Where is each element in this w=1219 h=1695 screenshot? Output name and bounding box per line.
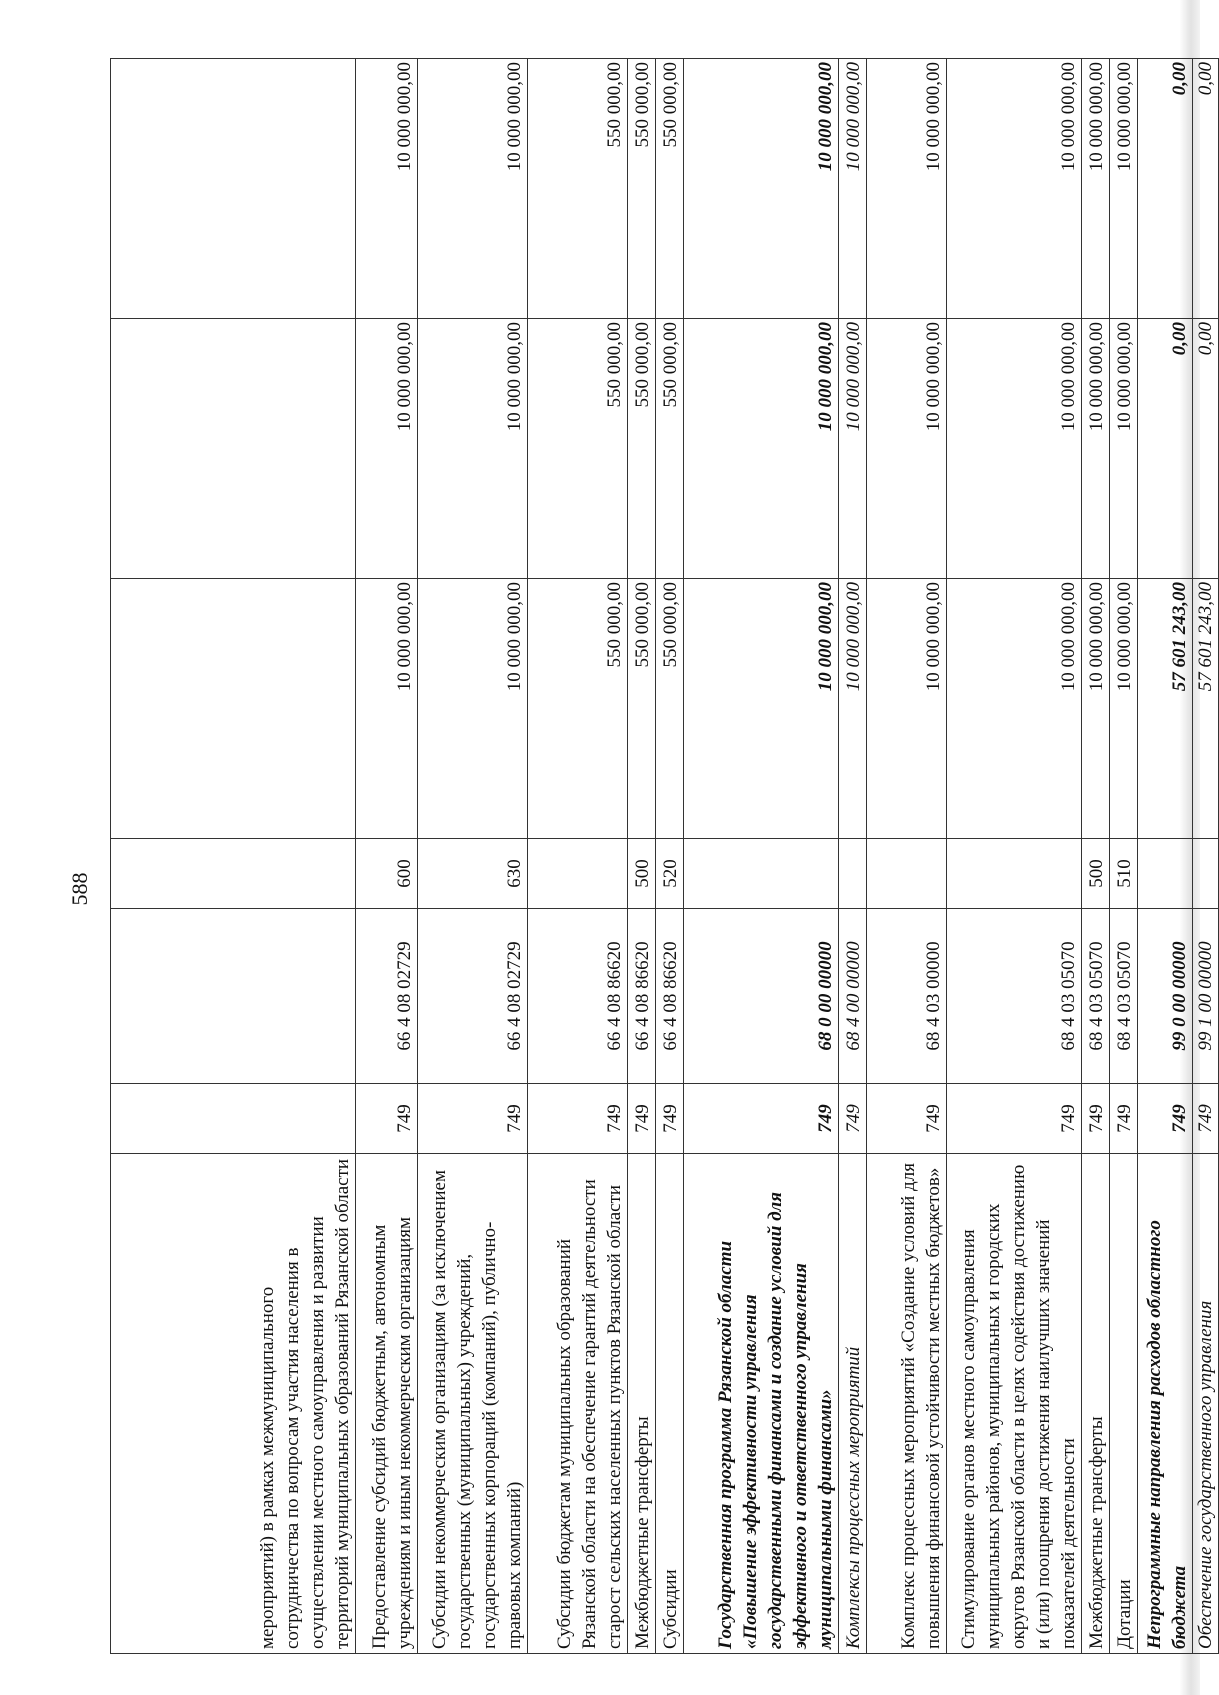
sum-year1-cell (111, 579, 356, 839)
target-article-cell: 68 0 00 00000 (684, 909, 839, 1084)
target-article-cell: 66 4 08 86620 (628, 909, 656, 1084)
sum-year1-cell: 550 000,00 (528, 579, 628, 839)
row-name-cell: Межбюджетные трансферты (628, 1154, 656, 1654)
sum-year2-cell (111, 319, 356, 579)
table-row (1138, 59, 1193, 1654)
sum-year2-cell: 550 000,00 (656, 319, 684, 579)
expense-type-cell (867, 839, 947, 909)
sum-year3-cell: 550 000,00 (528, 59, 628, 319)
expense-type-cell (684, 839, 839, 909)
sum-year2-cell: 10 000 000,00 (418, 319, 528, 579)
row-name-cell: Комплексы процессных мероприятий (839, 1154, 867, 1654)
sum-year2-cell: 0,00 (1193, 319, 1219, 579)
table-row (418, 59, 528, 1654)
budget-table (110, 58, 1219, 1654)
sum-year2-cell: 10 000 000,00 (1082, 319, 1110, 579)
sum-year2-cell: 10 000 000,00 (867, 319, 947, 579)
ministry-code-cell: 749 (418, 1084, 528, 1154)
table-row (1110, 59, 1138, 1654)
row-name-cell: Комплекс процессных мероприятий «Создание условий для повышения финансовой устойчивости местных бюджетов» (867, 1154, 947, 1654)
target-article-cell (111, 909, 356, 1084)
ministry-code-cell: 749 (839, 1084, 867, 1154)
row-name-cell: Обеспечение государственного управления (1193, 1154, 1219, 1654)
table-row (839, 59, 867, 1654)
target-article-cell: 68 4 00 00000 (839, 909, 867, 1084)
table-row (1082, 59, 1110, 1654)
table-row (947, 59, 1082, 1654)
table-row (656, 59, 684, 1654)
expense-type-cell: 500 (1082, 839, 1110, 909)
page-number: 588 (67, 872, 92, 906)
sum-year1-cell: 10 000 000,00 (1082, 579, 1110, 839)
row-name-cell: Субсидии бюджетам муниципальных образований Рязанской области на обеспечение гарантий деятельности старост сельских населенных пунктов Рязанской области (528, 1154, 628, 1654)
ministry-code-cell: 749 (1110, 1084, 1138, 1154)
sum-year3-cell: 10 000 000,00 (1110, 59, 1138, 319)
ministry-code-cell: 749 (867, 1084, 947, 1154)
expense-type-cell (839, 839, 867, 909)
target-article-cell: 68 4 03 05070 (1110, 909, 1138, 1084)
sum-year3-cell: 10 000 000,00 (684, 59, 839, 319)
row-name-cell: Межбюджетные трансферты (1082, 1154, 1110, 1654)
row-name-cell: мероприятий) в рамках межмуниципального сотрудничества по вопросам участия населения в осуществлении местного самоуправления и развитии территорий муниципальных образований Рязанской области (111, 1154, 356, 1654)
target-article-cell: 99 1 00 00000 (1193, 909, 1219, 1084)
budget-table-body (111, 59, 1219, 1654)
sum-year3-cell: 550 000,00 (656, 59, 684, 319)
expense-type-cell: 500 (628, 839, 656, 909)
sum-year3-cell: 0,00 (1193, 59, 1219, 319)
sum-year1-cell: 10 000 000,00 (418, 579, 528, 839)
sum-year1-cell: 10 000 000,00 (1110, 579, 1138, 839)
rotated-budget-table-sheet (110, 59, 1216, 1654)
expense-type-cell (947, 839, 1082, 909)
sum-year3-cell (111, 59, 356, 319)
sum-year2-cell: 550 000,00 (628, 319, 656, 579)
ministry-code-cell: 749 (528, 1084, 628, 1154)
ministry-code-cell (111, 1084, 356, 1154)
sum-year2-cell: 550 000,00 (528, 319, 628, 579)
target-article-cell: 68 4 03 00000 (867, 909, 947, 1084)
sum-year3-cell: 10 000 000,00 (867, 59, 947, 319)
sum-year2-cell: 10 000 000,00 (947, 319, 1082, 579)
table-row (1193, 59, 1219, 1654)
target-article-cell: 68 4 03 05070 (947, 909, 1082, 1084)
row-name-cell: Субсидии некоммерческим организациям (за исключением государственных (муниципальных) учреждений, государственных корпораций (компаний), публично-правовых компаний) (418, 1154, 528, 1654)
sum-year1-cell: 550 000,00 (628, 579, 656, 839)
sum-year3-cell: 10 000 000,00 (947, 59, 1082, 319)
table-row (528, 59, 628, 1654)
ministry-code-cell: 749 (1138, 1084, 1193, 1154)
expense-type-cell: 600 (356, 839, 418, 909)
ministry-code-cell: 749 (684, 1084, 839, 1154)
table-row (684, 59, 839, 1654)
sum-year1-cell: 57 601 243,00 (1193, 579, 1219, 839)
target-article-cell: 99 0 00 00000 (1138, 909, 1193, 1084)
expense-type-cell: 630 (418, 839, 528, 909)
sum-year3-cell: 10 000 000,00 (356, 59, 418, 319)
ministry-code-cell: 749 (1082, 1084, 1110, 1154)
table-row (867, 59, 947, 1654)
expense-type-cell (111, 839, 356, 909)
sum-year1-cell: 550 000,00 (656, 579, 684, 839)
sum-year3-cell: 550 000,00 (628, 59, 656, 319)
sum-year1-cell: 10 000 000,00 (839, 579, 867, 839)
sum-year2-cell: 10 000 000,00 (839, 319, 867, 579)
table-row (356, 59, 418, 1654)
target-article-cell: 66 4 08 86620 (528, 909, 628, 1084)
table-row (111, 59, 356, 1654)
row-name-cell: Дотации (1110, 1154, 1138, 1654)
row-name-cell: Предоставление субсидий бюджетным, автономным учреждениям и иным некоммерческим организациям (356, 1154, 418, 1654)
table-row (628, 59, 656, 1654)
sum-year2-cell: 10 000 000,00 (1110, 319, 1138, 579)
sum-year1-cell: 57 601 243,00 (1138, 579, 1193, 839)
sum-year1-cell: 10 000 000,00 (947, 579, 1082, 839)
expense-type-cell: 520 (656, 839, 684, 909)
sum-year3-cell: 0,00 (1138, 59, 1193, 319)
expense-type-cell (1193, 839, 1219, 909)
row-name-cell: Стимулирование органов местного самоуправления муниципальных районов, муниципальных и городских округов Рязанской области в целях содействия достижению и (или) поощрения достижения наилучших значений показателей деятельности (947, 1154, 1082, 1654)
sum-year1-cell: 10 000 000,00 (867, 579, 947, 839)
sum-year3-cell: 10 000 000,00 (839, 59, 867, 319)
ministry-code-cell: 749 (656, 1084, 684, 1154)
sum-year3-cell: 10 000 000,00 (418, 59, 528, 319)
sum-year3-cell: 10 000 000,00 (1082, 59, 1110, 319)
ministry-code-cell: 749 (356, 1084, 418, 1154)
sum-year2-cell: 0,00 (1138, 319, 1193, 579)
ministry-code-cell: 749 (628, 1084, 656, 1154)
target-article-cell: 66 4 08 02729 (356, 909, 418, 1084)
sum-year2-cell: 10 000 000,00 (684, 319, 839, 579)
expense-type-cell (1138, 839, 1193, 909)
target-article-cell: 68 4 03 05070 (1082, 909, 1110, 1084)
ministry-code-cell: 749 (947, 1084, 1082, 1154)
row-name-cell: Субсидии (656, 1154, 684, 1654)
sum-year1-cell: 10 000 000,00 (356, 579, 418, 839)
target-article-cell: 66 4 08 02729 (418, 909, 528, 1084)
expense-type-cell (528, 839, 628, 909)
expense-type-cell: 510 (1110, 839, 1138, 909)
sum-year2-cell: 10 000 000,00 (356, 319, 418, 579)
row-name-cell: Непрограммные направления расходов областного бюджета (1138, 1154, 1193, 1654)
ministry-code-cell: 749 (1193, 1084, 1219, 1154)
sum-year1-cell: 10 000 000,00 (684, 579, 839, 839)
target-article-cell: 66 4 08 86620 (656, 909, 684, 1084)
row-name-cell: Государственная программа Рязанской области «Повышение эффективности управления государственными финансами и создание условий для эффективного и ответственного управления муниципальными финансами» (684, 1154, 839, 1654)
